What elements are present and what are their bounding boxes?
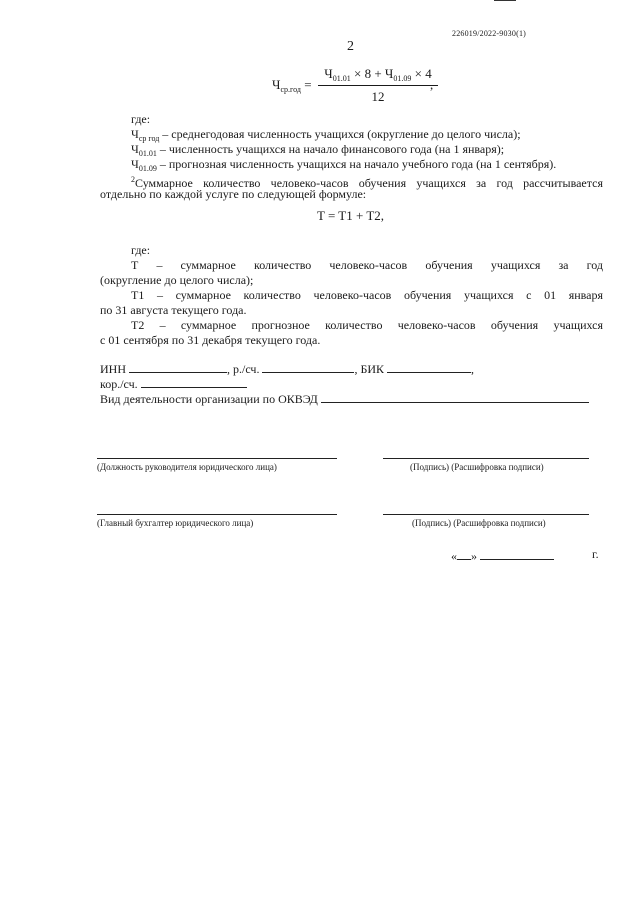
definition-avg-count: $Ч_{ср год}$ – среднегодовая численность учащихся (округление до целого числа); (131, 127, 521, 143)
page-number: 2 (347, 39, 354, 54)
formula-numerator: $Ч_{01.01} \times 8 + Ч_{01.09} \times 4$ (318, 66, 438, 86)
date-month-field[interactable] (480, 547, 554, 560)
footnote-2-line-1: $^2$Суммарное количество человеко-часов обучения учащихся за год рассчитывается (131, 175, 603, 190)
definition-t1-line-1: Т1 – суммарное количество человеко-часов обучения учащихся с 01 января (131, 288, 603, 302)
date-line: « » (451, 547, 554, 564)
where-label-2: где: (131, 243, 151, 257)
formula-lhs: $Ч_{ср.год}$ = (272, 77, 312, 94)
accountant-signature-caption: (Подпись) (Расшифровка подписи) (412, 518, 546, 528)
definition-t-line-2: (округление до целого числа); (100, 273, 254, 287)
inn-field[interactable] (129, 360, 227, 373)
footnote-2-line-2: отдельно по каждой услуге по следующей формуле: (100, 187, 367, 201)
accountant-signature-line[interactable] (383, 514, 589, 515)
document-serial: 226019/2022-9030(1) (452, 29, 527, 38)
definition-count-jan: $Ч_{01.01}$ – численность учащихся на начало финансового года (на 1 января); (131, 142, 505, 158)
top-edge-line (494, 0, 516, 1)
inn-label: ИНН (100, 362, 126, 376)
requisites-line-1: ИНН , р./сч. , БИК , (100, 362, 475, 376)
definition-t-line-1: Т – суммарное количество человеко-часов обучения учащихся за год (131, 258, 603, 272)
kor-field[interactable] (141, 375, 247, 388)
definition-t2-line-1: Т2 – суммарное прогнозное количество человеко-часов обучения учащихся (131, 318, 603, 332)
hours-formula: T = T1 + T2, (317, 208, 385, 223)
bik-label: , БИК (354, 362, 385, 376)
head-signature-caption: (Подпись) (Расшифровка подписи) (410, 462, 544, 472)
date-day-field[interactable] (457, 547, 471, 560)
formula-fraction (318, 66, 438, 105)
head-position-line[interactable] (97, 458, 337, 459)
average-count-formula (272, 66, 452, 106)
accountant-line[interactable] (97, 514, 337, 515)
definition-t1-line-2: по 31 августа текущего года. (100, 303, 247, 317)
okved-label: Вид деятельности организации по ОКВЭД (100, 392, 318, 406)
rs-field[interactable] (262, 360, 354, 373)
head-signature-line[interactable] (383, 458, 589, 459)
okved-field[interactable] (321, 390, 589, 403)
where-label-1: где: (131, 112, 151, 126)
definition-count-sep: $Ч_{01.09}$ – прогнозная численность учащихся на начало учебного года (на 1 сентября). (131, 157, 557, 173)
accountant-caption: (Главный бухгалтер юридического лица) (97, 518, 254, 528)
formula-comma: , (430, 77, 434, 92)
kor-label: кор./сч. (100, 377, 138, 391)
rs-label: , р./сч. (227, 362, 260, 376)
definition-t2-line-2: с 01 сентября по 31 декабря текущего года. (100, 333, 321, 347)
head-position-caption: (Должность руководителя юридического лица) (97, 462, 277, 472)
bik-field[interactable] (387, 360, 471, 373)
year-suffix: г. (592, 547, 599, 561)
requisites-line-3 (100, 390, 589, 407)
formula-denominator: 12 (371, 89, 385, 104)
